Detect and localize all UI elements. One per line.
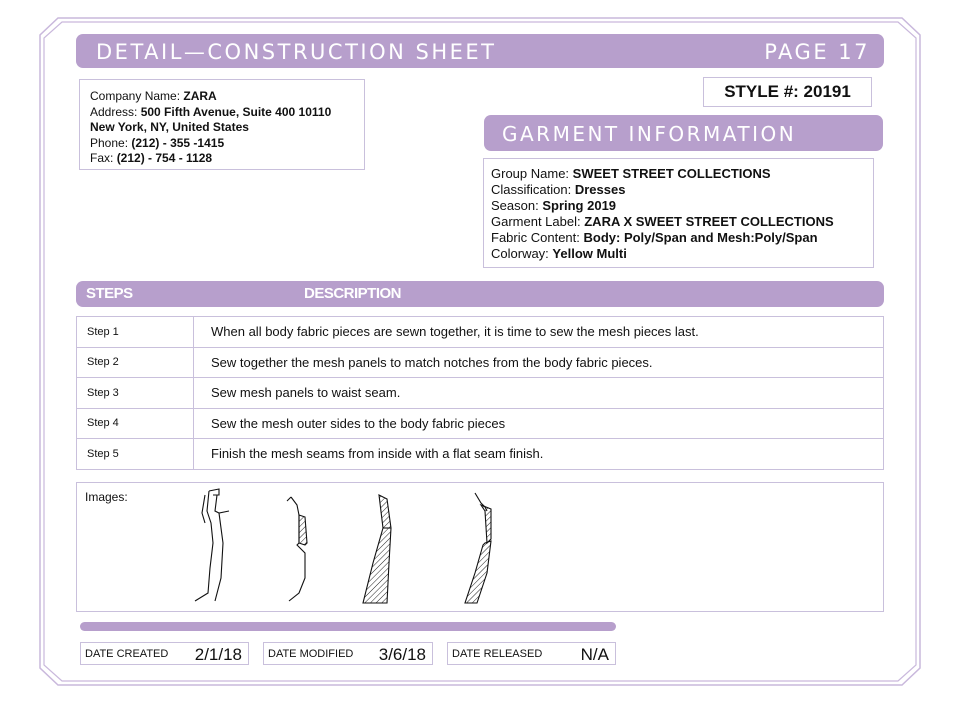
step-description: Sew together the mesh panels to match notches from the body fabric pieces.: [194, 347, 884, 378]
company-city: New York, NY, United States: [90, 120, 249, 134]
company-phone: (212) - 355 -1415: [131, 135, 225, 150]
garment-label: ZARA X SWEET STREET COLLECTIONS: [584, 214, 834, 229]
step-description: Finish the mesh seams from inside with a flat seam finish.: [194, 439, 884, 470]
garment-info-bar: [484, 115, 883, 151]
sketch-1: [195, 489, 229, 601]
group-name: SWEET STREET COLLECTIONS: [572, 166, 771, 181]
colorway: Yellow Multi: [552, 246, 627, 261]
page-number: PAGE 17: [764, 40, 870, 64]
table-row: [77, 439, 884, 470]
step-label: Step 3: [77, 378, 194, 409]
date-created-label: DATE CREATED: [85, 648, 169, 660]
images-panel: [76, 482, 884, 612]
sketch-drawings: [77, 483, 883, 611]
date-divider: [80, 622, 616, 631]
description-column-header: DESCRIPTION: [304, 285, 402, 302]
garment-info-title: GARMENT INFORMATION: [502, 122, 797, 146]
step-description: When all body fabric pieces are sewn together, it is time to sew the mesh pieces last.: [194, 317, 884, 348]
style-number: STYLE #: 20191: [703, 77, 872, 107]
date-modified-label: DATE MODIFIED: [268, 648, 354, 660]
step-label: Step 2: [77, 347, 194, 378]
header-bar: [76, 34, 884, 68]
sketch-3: [363, 495, 391, 603]
date-created-value: 2/1/18: [194, 645, 242, 664]
fabric-content: Body: Poly/Span and Mesh:Poly/Span: [583, 230, 818, 245]
company-name: ZARA: [183, 89, 217, 103]
company-address: 500 Fifth Avenue, Suite 400 10110: [140, 104, 332, 119]
table-row: [77, 408, 884, 439]
steps-column-header: STEPS: [86, 285, 133, 302]
date-modified-value: 3/6/18: [378, 645, 426, 664]
step-label: Step 1: [77, 317, 194, 348]
step-label: Step 5: [77, 439, 194, 470]
date-released-value: N/A: [580, 645, 609, 664]
sheet-title: DETAIL—CONSTRUCTION SHEET: [96, 40, 497, 64]
steps-table: [76, 316, 884, 470]
season: Spring 2019: [542, 198, 617, 213]
classification: Dresses: [574, 182, 626, 197]
images-label: Images:: [85, 490, 128, 504]
company-info: Company Name: ZARA Address: 500 Fifth Avenue, Suite 400 10110 New York, NY, United States Phone: (212) - 355 -1415 Fax: (212) - 754 - 1128: [79, 79, 365, 170]
steps-header-bar: [76, 281, 884, 307]
garment-info: Group Name: SWEET STREET COLLECTIONS Classification: Dresses Season: Spring 2019 Garment Label: ZARA X SWEET STREET COLLECTIONS Fabric Content: Body: Poly/Span and Mesh:Poly/Span Colorway: Yellow Multi: [483, 158, 874, 268]
date-created-box: [80, 642, 249, 665]
company-fax: (212) - 754 - 1128: [116, 151, 213, 165]
step-description: Sew the mesh outer sides to the body fabric pieces: [194, 408, 884, 439]
table-row: [77, 347, 884, 378]
sketch-2: [287, 497, 307, 601]
date-released-box: [447, 642, 616, 665]
table-row: [77, 317, 884, 348]
date-modified-box: [263, 642, 433, 665]
step-description: Sew mesh panels to waist seam.: [194, 378, 884, 409]
date-released-label: DATE RELEASED: [452, 648, 543, 660]
step-label: Step 4: [77, 408, 194, 439]
sketch-4: [465, 493, 491, 603]
table-row: [77, 378, 884, 409]
